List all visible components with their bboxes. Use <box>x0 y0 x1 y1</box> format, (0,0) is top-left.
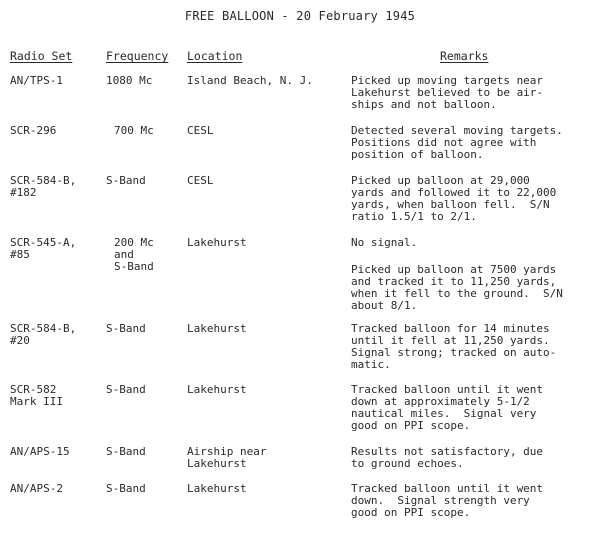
row-location: Airship near Lakehurst <box>187 445 267 470</box>
header-frequency: Frequency <box>106 49 169 63</box>
row-frequency: S-Band <box>106 322 146 335</box>
row-location: Island Beach, N. J. <box>187 74 313 87</box>
row-remarks: Picked up moving targets near Lakehurst believed to be air- ships and not balloon. <box>351 74 544 111</box>
row-location: Lakehurst <box>187 383 247 396</box>
row-frequency: 700 Mc <box>114 124 154 137</box>
row-remarks: Detected several moving targets. Positions did not agree with position of balloon. <box>351 124 563 161</box>
header-remarks: Remarks <box>440 49 489 63</box>
page-title: FREE BALLOON - 20 February 1945 <box>184 9 416 23</box>
row-frequency: S-Band <box>106 482 146 495</box>
row-remarks: Tracked balloon until it went down at approximately 5-1/2 nautical miles. Signal very good on PPI scope. <box>351 383 544 432</box>
row-radio-set: AN/TPS-1 <box>10 74 63 87</box>
row-remarks-secondary: Picked up balloon at 7500 yards and tracked it to 11,250 yards, when it fell to the ground. S/N about 8/1. <box>351 263 563 312</box>
row-remarks: Tracked balloon for 14 minutes until it fell at 11,250 yards. Signal strong; tracked on auto- matic. <box>351 322 557 371</box>
row-location: CESL <box>187 124 214 137</box>
header-location: Location <box>187 49 243 63</box>
row-frequency: S-Band <box>106 445 146 458</box>
row-radio-set: SCR-582 Mark III <box>10 383 63 408</box>
row-frequency: S-Band <box>106 383 146 396</box>
row-frequency: S-Band <box>106 174 146 187</box>
row-radio-set: SCR-584-B, #182 <box>10 174 77 199</box>
row-location: CESL <box>187 174 214 187</box>
row-radio-set: SCR-584-B, #20 <box>10 322 77 347</box>
row-location: Lakehurst <box>187 482 247 495</box>
row-location: Lakehurst <box>187 236 247 249</box>
row-frequency: 200 Mc and S-Band <box>114 236 154 273</box>
row-radio-set: SCR-296 <box>10 124 57 137</box>
row-radio-set: AN/APS-15 <box>10 445 70 458</box>
row-remarks: Results not satisfactory, due to ground echoes. <box>351 445 544 470</box>
row-remarks: Picked up balloon at 29,000 yards and followed it to 22,000 yards, when balloon fell. S/N ratio 1.5/1 to 2/1. <box>351 174 557 223</box>
row-location: Lakehurst <box>187 322 247 335</box>
row-radio-set: SCR-545-A, #85 <box>10 236 77 261</box>
row-radio-set: AN/APS-2 <box>10 482 63 495</box>
row-remarks: Tracked balloon until it went down. Signal strength very good on PPI scope. <box>351 482 544 519</box>
row-frequency: 1080 Mc <box>106 74 153 87</box>
row-remarks: No signal. <box>351 236 418 249</box>
header-radio-set: Radio Set <box>10 49 73 63</box>
